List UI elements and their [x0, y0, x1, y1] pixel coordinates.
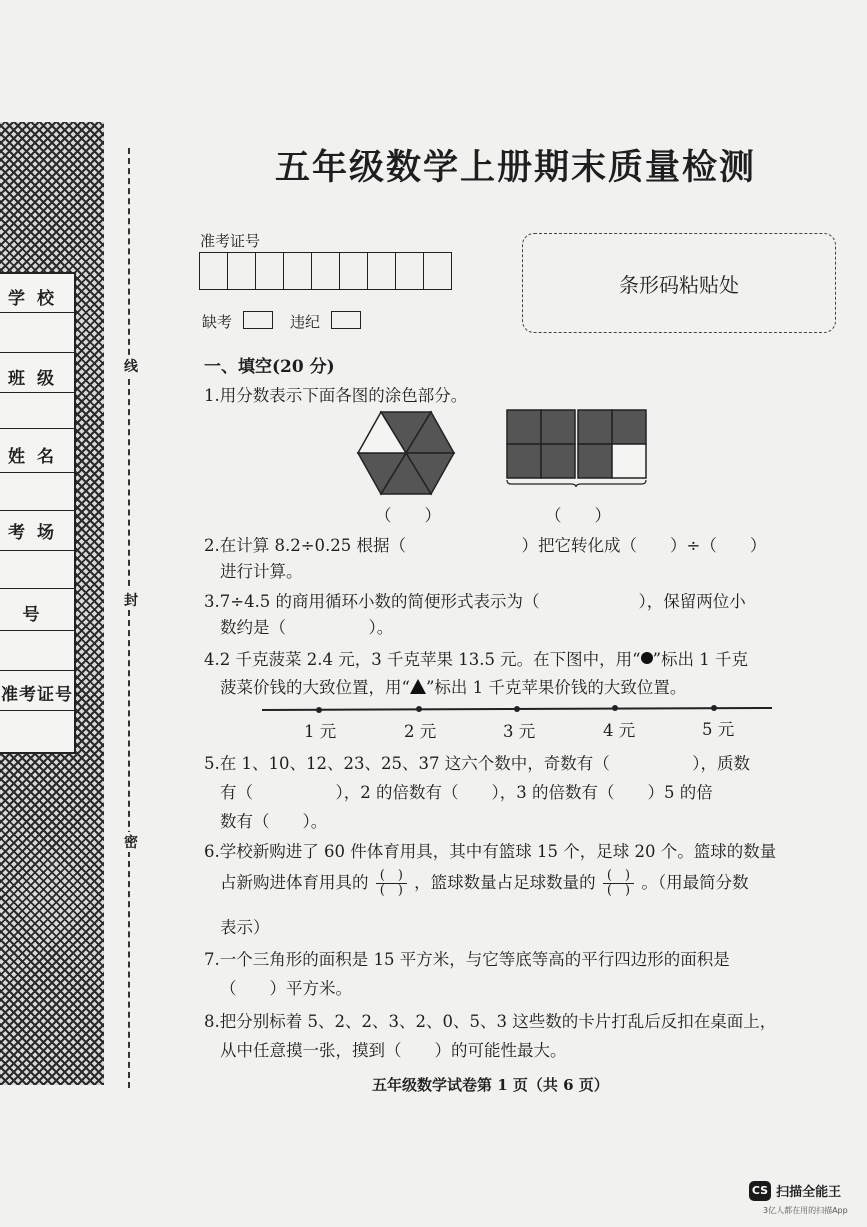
watermark-sub: 3亿人都在用的扫描App	[763, 1206, 848, 1215]
hexagon-figure	[356, 410, 456, 496]
page-footer: 五年级数学试卷第 1 页（共 6 页）	[372, 1076, 609, 1094]
q6-text-a: 占新购进体育用具的	[220, 873, 369, 892]
q6-text-c: 。（用最简分数	[641, 873, 749, 892]
q4-text-b: ”标出 1 千克	[652, 650, 749, 669]
question-6-line3: 表示）	[220, 918, 270, 937]
violation-label: 违纪	[290, 313, 321, 331]
number-label-2: 2 元	[404, 722, 437, 741]
exam-id-grid	[199, 252, 452, 290]
question-6-line2	[220, 869, 749, 898]
number-label-3: 3 元	[503, 722, 536, 741]
binding-char-3: 密	[124, 832, 138, 852]
question-5-line3: 数有（ ）。	[220, 812, 328, 831]
seat-label: 号	[22, 605, 52, 625]
student-info-box	[0, 272, 76, 754]
binding-line	[128, 148, 130, 1088]
watermark-name: 扫描全能王	[776, 1185, 842, 1200]
question-1: 1.用分数表示下面各图的涂色部分。	[204, 386, 468, 405]
barcode-label: 条形码粘贴处	[619, 272, 739, 297]
fraction-blank-2: $\frac{( )}{( )}$	[603, 869, 634, 898]
question-4-line1	[204, 646, 748, 670]
watermark	[749, 1180, 841, 1201]
q6-text-b: ，篮球数量占足球数量的	[414, 873, 596, 892]
question-3-line1: 3.7÷4.5 的商用循环小数的简便形式表示为（ ），保留两位小	[204, 592, 746, 611]
school-label: 学校	[8, 289, 66, 309]
absent-box	[243, 311, 273, 329]
page-title: 五年级数学上册期末质量检测	[275, 147, 757, 188]
fraction-blank-1: $\frac{( )}{( )}$	[376, 869, 407, 898]
class-label: 班级	[8, 369, 66, 389]
binding-char-2: 封	[124, 590, 138, 610]
question-7-line2: （ ）平方米。	[220, 979, 352, 998]
exam-id-label: 准考证号	[1, 685, 73, 705]
number-label-1: 1 元	[304, 722, 337, 741]
question-3-line2: 数约是（ ）。	[220, 618, 394, 637]
q4-text-a: 4.2 千克菠菜 2.4 元，3 千克苹果 13.5 元。在下图中，用“	[204, 650, 641, 669]
absent-label: 缺考	[202, 313, 233, 331]
cs-logo-icon: CS	[749, 1181, 771, 1201]
question-4-line2	[220, 674, 686, 698]
question-8-line2: 从中任意摸一张，摸到（ ）的可能性最大。	[220, 1041, 567, 1060]
dot-icon	[641, 652, 653, 664]
q4-text-c: 菠菜价钱的大致位置，用“	[220, 678, 410, 697]
q4-text-d: ”标出 1 千克苹果价钱的大致位置。	[425, 678, 687, 697]
section-title: 一、填空(20 分)	[204, 357, 335, 377]
number-line	[262, 700, 774, 720]
question-5-line2: 有（ ），2 的倍数有（ ），3 的倍数有（ ）5 的倍	[220, 783, 713, 802]
id-label: 准考证号	[200, 232, 261, 250]
name-label: 姓名	[8, 447, 66, 467]
room-label: 考场	[8, 523, 66, 543]
question-5-line1: 5.在 1、10、12、23、25、37 这六个数中，奇数有（ ），质数	[204, 754, 750, 773]
rectangle-figure	[505, 408, 650, 488]
barcode-area	[522, 233, 836, 333]
question-6-line1: 6.学校新购进了 60 件体育用具，其中有篮球 15 个，足球 20 个。篮球的数量	[204, 842, 777, 861]
q1-blank-2: （ ）	[545, 506, 611, 525]
violation-box	[331, 311, 361, 329]
number-label-5: 5 元	[702, 720, 735, 739]
binding-char-1: 线	[124, 356, 138, 376]
triangle-icon	[410, 679, 426, 694]
q1-blank-1: （ ）	[375, 506, 441, 525]
question-8-line1: 8.把分别标着 5、2、2、3、2、0、5、3 这些数的卡片打乱后反扣在桌面上，	[204, 1012, 777, 1031]
question-2-line1: 2.在计算 8.2÷0.25 根据（ ）把它转化成（ ）÷（ ）	[204, 536, 767, 555]
question-2-line2: 进行计算。	[220, 562, 303, 581]
question-7-line1: 7.一个三角形的面积是 15 平方米，与它等底等高的平行四边形的面积是	[204, 950, 730, 969]
number-label-4: 4 元	[603, 721, 636, 740]
